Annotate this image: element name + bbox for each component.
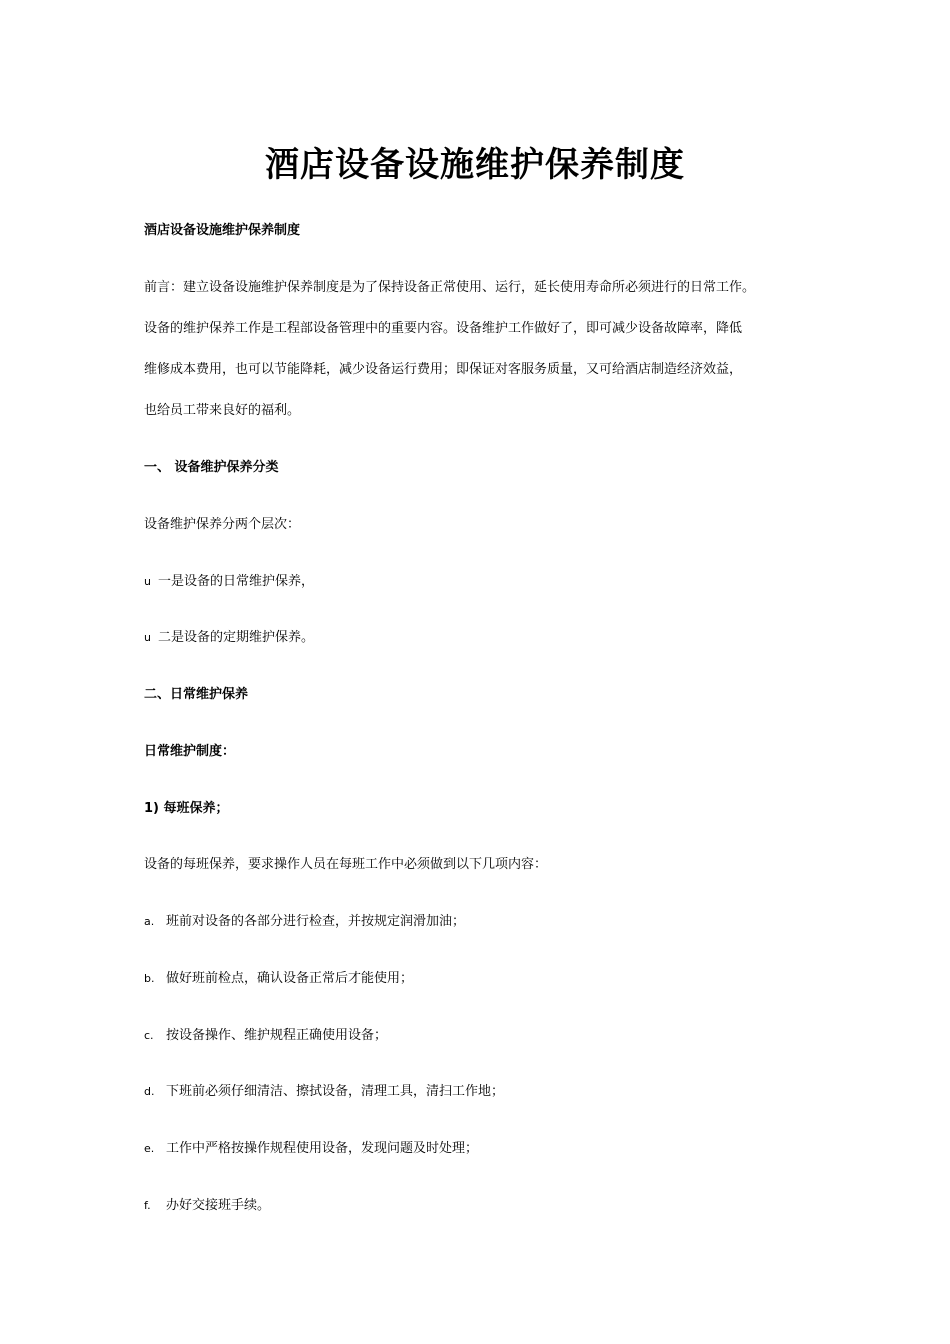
list-item-label: a. [144, 915, 155, 928]
bullet-marker: u [144, 631, 151, 644]
bullet-item [144, 573, 834, 591]
list-item-label: f. [144, 1199, 151, 1212]
list-item-text: 下班前必须仔细清洁、擦拭设备，清理工具，清扫工作地； [166, 1084, 505, 1099]
list-item-text: 按设备操作、维护规程正确使用设备； [166, 1028, 388, 1043]
list-item-text: 做好班前检点，确认设备正常后才能使用； [166, 971, 414, 986]
section-1-heading: 一、 设备维护保养分类 [144, 460, 279, 475]
list-item-label: c. [144, 1029, 154, 1042]
document-title: 酒店设备设施维护保养制度 [265, 145, 685, 185]
list-item-label: d. [144, 1085, 155, 1098]
list-item-text: 工作中严格按操作规程使用设备，发现问题及时处理； [166, 1141, 479, 1156]
list-item [144, 1140, 834, 1158]
section-2-heading: 二、日常维护保养 [144, 687, 249, 702]
list-item [144, 913, 834, 931]
list-item [144, 1027, 834, 1045]
section-2-intro: 设备的每班保养，要求操作人员在每班工作中必须做到以下几项内容： [144, 857, 548, 872]
item-heading: 1) 每班保养； [144, 801, 229, 816]
preface-line-3: 维修成本费用，也可以节能降耗，减少设备运行费用；即保证对客服务质量，又可给酒店制造经济效益， [144, 362, 743, 377]
document-subtitle: 酒店设备设施维护保养制度 [144, 223, 301, 238]
list-item-text: 办好交接班手续。 [166, 1198, 271, 1213]
list-item [144, 1197, 834, 1215]
bullet-text: 一是设备的日常维护保养， [158, 574, 315, 589]
list-item [144, 1083, 834, 1101]
list-item [144, 970, 834, 988]
list-item-label: e. [144, 1142, 155, 1155]
bullet-text: 二是设备的定期维护保养。 [158, 630, 315, 645]
section-1-intro: 设备维护保养分两个层次： [144, 517, 301, 532]
bullet-item [144, 629, 834, 647]
list-item-text: 班前对设备的各部分进行检查，并按规定润滑加油； [166, 914, 466, 929]
bullet-marker: u [144, 575, 151, 588]
list-item-label: b. [144, 972, 155, 985]
section-2-subheading: 日常维护制度： [144, 744, 236, 759]
preface-line-2: 设备的维护保养工作是工程部设备管理中的重要内容。设备维护工作做好了，即可减少设备故障率，降低 [144, 321, 743, 336]
preface-line-4: 也给员工带来良好的福利。 [144, 403, 301, 418]
preface-line-1: 前言：建立设备设施维护保养制度是为了保持设备正常使用、运行，延长使用寿命所必须进行的日常工作。 [144, 280, 756, 295]
